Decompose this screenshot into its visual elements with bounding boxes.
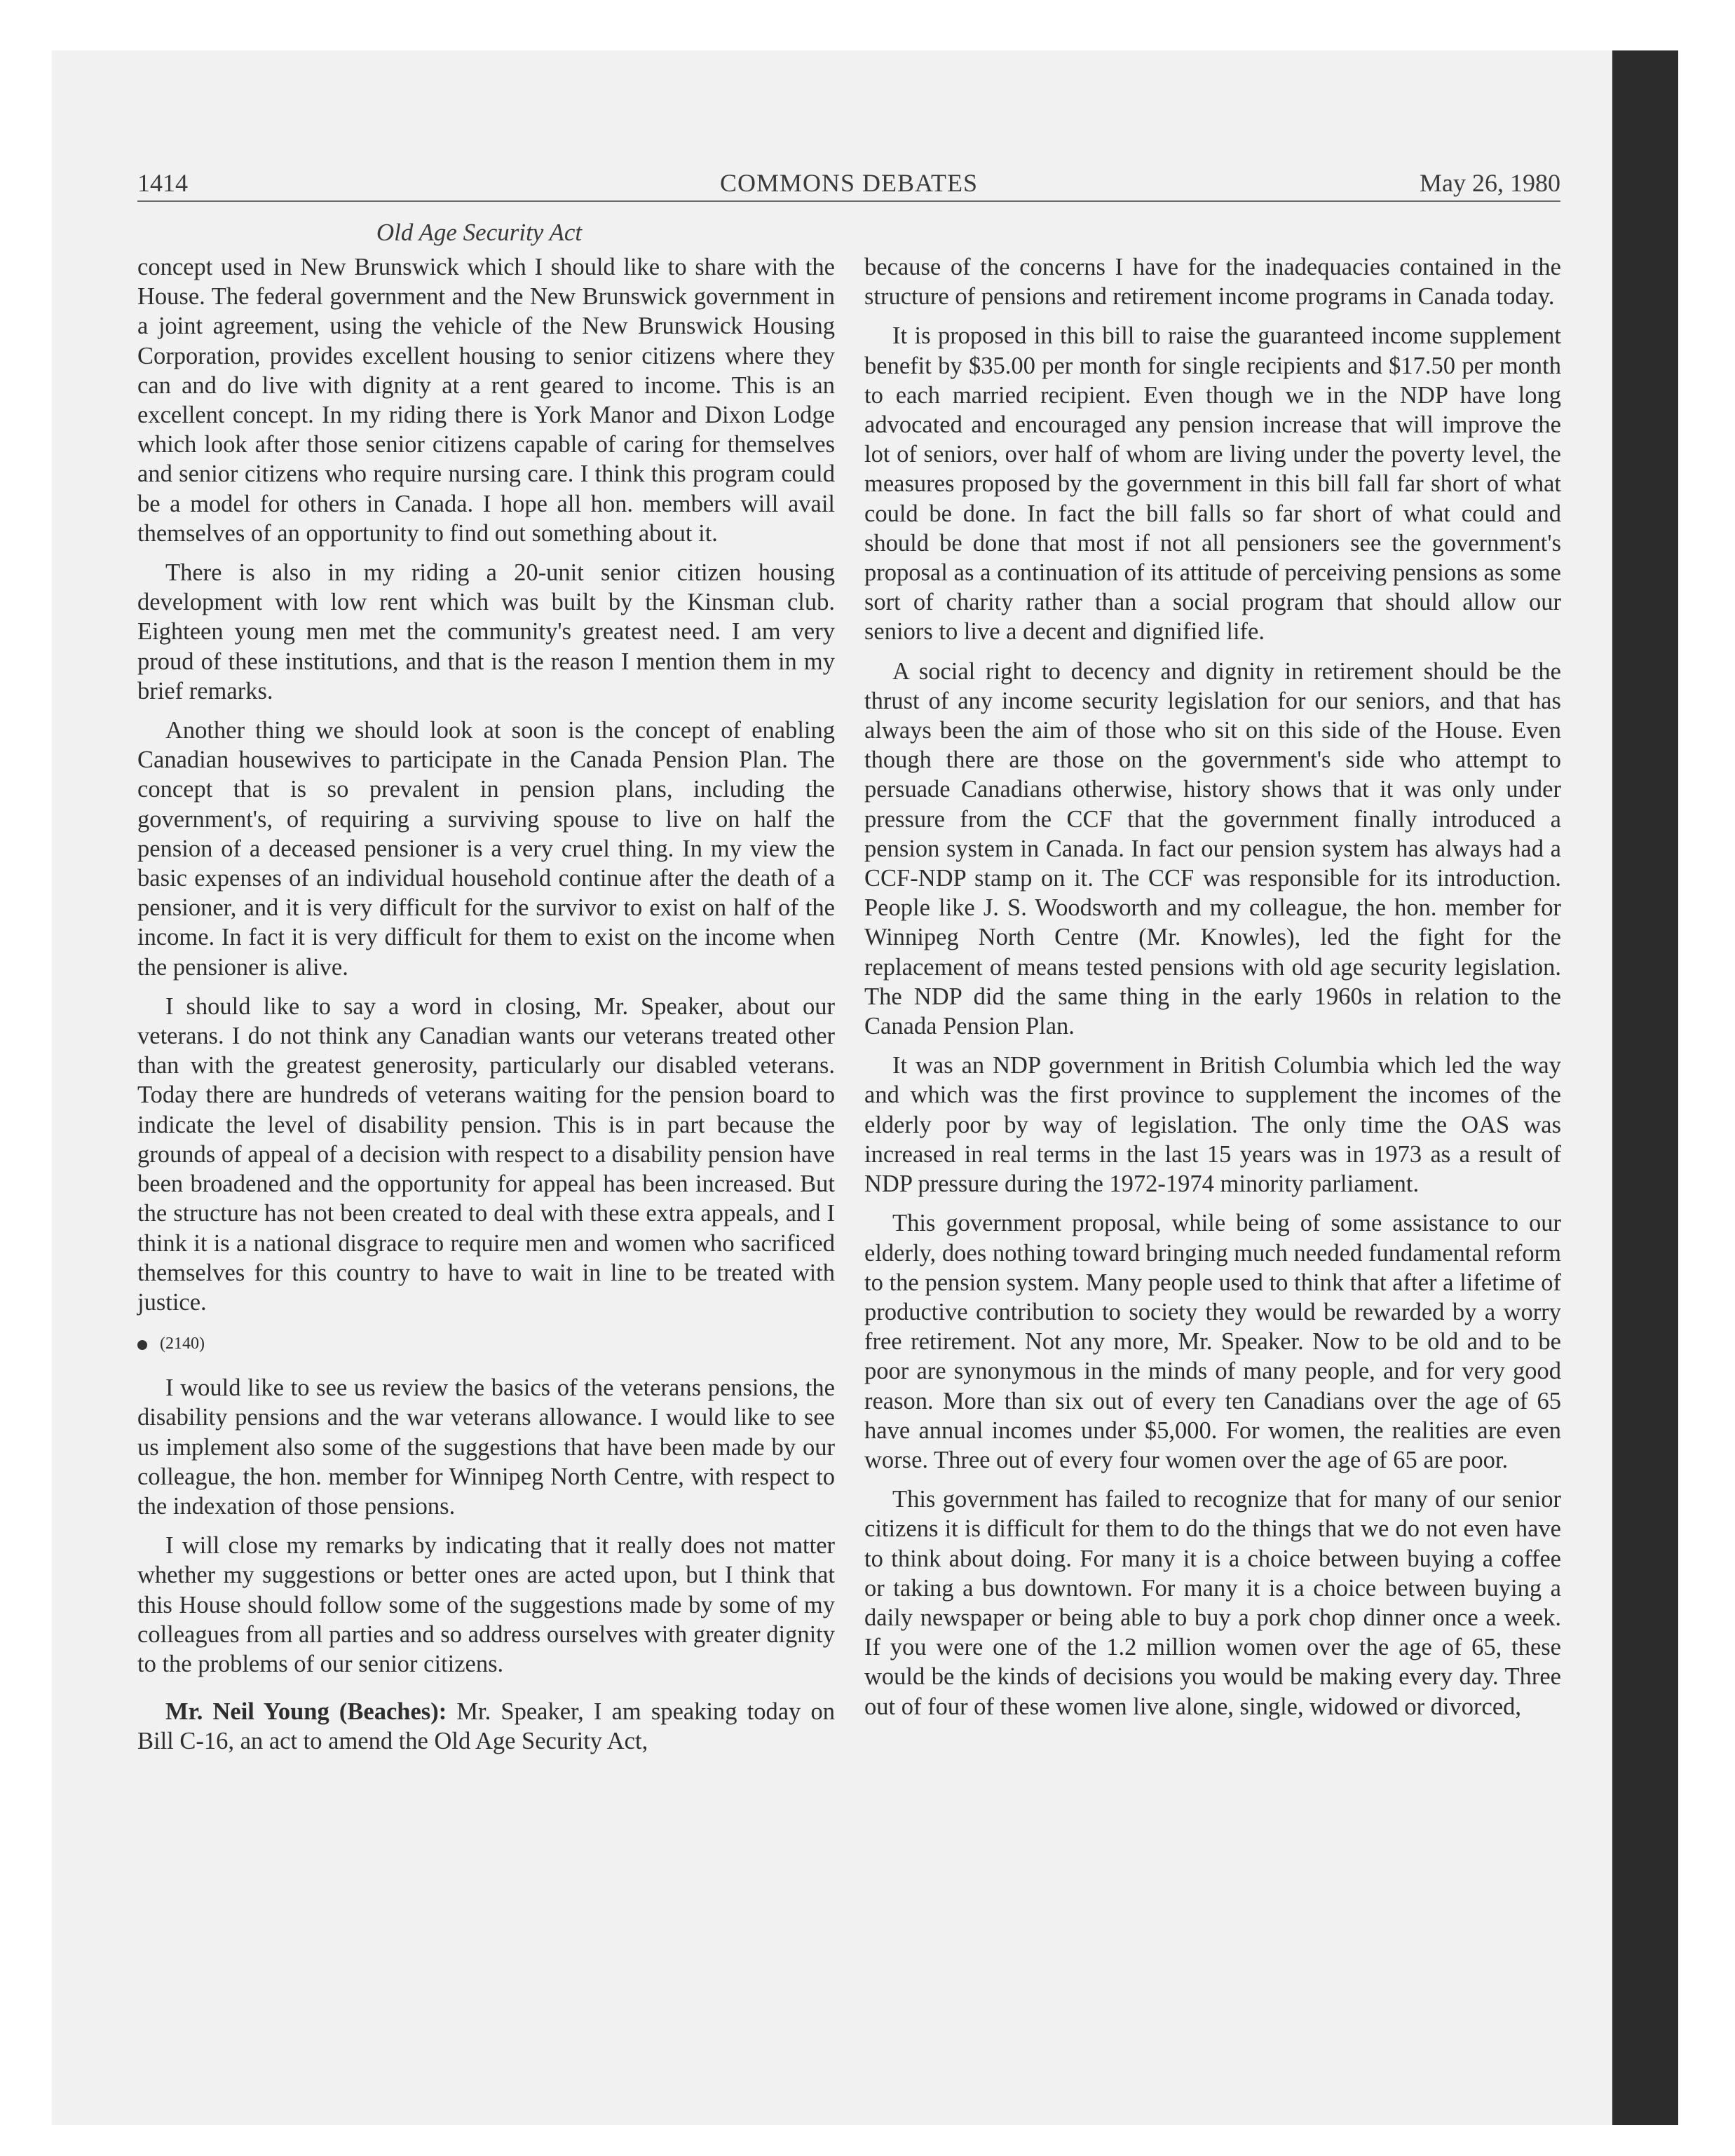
paragraph: concept used in New Brunswick which I should like to share with the House. The federal government and the New Brunswick government in a joint agreement, using the vehicle of the New Brunswick Housing Corporation, provides excellent housing to senior citizens where they can and do live with dignity at a rent geared to income. This is an excellent concept. In my riding there is York Manor and Dixon Lodge which look after those senior citizens capable of caring for themselves and senior citizens who require nursing care. I think this program could be a model for others in Canada. I hope all hon. members will avail themselves of an opportunity to find out something about it. — [137, 254, 835, 547]
publication-date: May 26, 1980 — [1420, 169, 1560, 197]
header-rule — [137, 200, 1560, 202]
speech-text: Mr. Speaker, I am speaking today on Bill C-16, an act to amend the Old Age Security Act, — [137, 1698, 835, 1755]
paragraph: I should like to say a word in closing, Mr. Speaker, about our veterans. I do not think any Canadian wants our veterans treated other than with the greatest generosity, particularly our disabled veterans. Today there are hundreds of veterans waiting for the pension board to indicate the level of disability pension. This is in part because the grounds of appeal of a decision with respect to a disability pension have been broadened and the opportunity for appeal has been increased. But the structure has not been created to deal with these extra appeals, and I think it is a national disgrace to require men and women who sacrificed themselves for this country to have to wait in line to be treated with justice. — [137, 992, 835, 1316]
time-marker — [137, 1330, 835, 1358]
paragraph: because of the concerns I have for the inadequacies contained in the structure of pensions and retirement income programs in Canada today. — [864, 254, 1561, 311]
time-marker-label: (2140) — [160, 1335, 205, 1353]
right-column — [864, 252, 1561, 1731]
publication-title: COMMONS DEBATES — [719, 169, 979, 197]
speaker-name: Mr. Neil Young (Beaches): — [165, 1698, 447, 1726]
paragraph: There is also in my riding a 20-unit senior citizen housing development with low rent which was built by the Kinsman club. Eighteen young men met the community's greatest need. I am very proud of these institutions, and that is the reason I mention them in my brief remarks. — [137, 559, 835, 704]
paragraph: A social right to decency and dignity in retirement should be the thrust of any income security legislation for our seniors, and that has always been the aim of those who sit on this side of the House. Even though there are those on the government's side who attempt to persuade Canadians otherwise, history shows that it was only under pressure from the CCF that the government finally introduced a pension system in Canada. In fact our pension system has always had a CCF-NDP stamp on it. The CCF was responsible for its introduction. People like J. S. Woodsworth and my colleague, the hon. member for Winnipeg North Centre (Mr. Knowles), led the fight for the replacement of means tested pensions with old age security legislation. The NDP did the same thing in the early 1960s in relation to the Canada Pension Plan. — [864, 657, 1561, 1040]
page-header — [137, 165, 1560, 201]
paragraph: It is proposed in this bill to raise the guaranteed income supplement benefit by $35.00 per month for single recipients and $17.50 per month to each married recipient. Even though we in the NDP have long advocated and encouraged any pension increase that will improve the lot of seniors, over half of whom are living under the poverty level, the measures proposed by the government in this bill fall far short of what could be done. In fact the bill falls so far short of what could and should be done that most if not all pensioners see the government's proposal as a continuation of its attitude of perceiving pensions as some sort of charity rather than a social program that should allow our seniors to live a decent and dignified life. — [864, 322, 1561, 646]
paragraph: This government has failed to recognize that for many of our senior citizens it is difficult for them to do the things that we do not even have to think about doing. For many it is a choice between buying a coffee or taking a bus downtown. For many it is a choice between buying a daily newspaper or being able to buy a pork chop dinner once a week. If you were one of the 1.2 million women over the age of 65, these would be the kinds of decisions you would be making every day. Three out of four of these women live alone, single, widowed or divorced, — [864, 1486, 1561, 1720]
bullet-icon — [137, 1340, 147, 1350]
paragraph: I will close my remarks by indicating that it really does not matter whether my suggestions or better ones are acted upon, but I think that this House should follow some of the suggestions made by some of my colleagues from all parties and so address ourselves with greater dignity to the problems of our senior citizens. — [137, 1532, 835, 1677]
speech-opening — [137, 1697, 835, 1756]
page-number: 1414 — [137, 169, 188, 197]
scan-edge-shadow — [1612, 50, 1678, 2125]
running-head: Old Age Security Act — [376, 219, 583, 246]
paragraph: It was an NDP government in British Columbia which led the way and which was the first province to supplement the incomes of the elderly poor by way of legislation. The only time the OAS was increased in real terms in the last 15 years was in 1973 as a result of NDP pressure during the 1972-1974 minority parliament. — [864, 1052, 1561, 1198]
paragraph: This government proposal, while being of some assistance to our elderly, does nothing toward bringing much needed fundamental reform to the pension system. Many people used to think that after a lifetime of productive contribution to society they would be rewarded by a worry free retirement. Not any more, Mr. Speaker. Now to be old and to be poor are synonymous in the minds of many people, and for very good reason. More than six out of every ten Canadians over the age of 65 have annual incomes under $5,000. For women, the realities are even worse. Three out of every four women over the age of 65 are poor. — [864, 1210, 1561, 1473]
paragraph: I would like to see us review the basics of the veterans pensions, the disability pensions and the war veterans allowance. I would like to see us implement also some of the suggestions that have been made by our colleague, the hon. member for Winnipeg North Centre, with respect to the indexation of those pensions. — [137, 1374, 835, 1520]
left-column — [137, 252, 835, 1766]
paragraph: Another thing we should look at soon is the concept of enabling Canadian housewives to participate in the Canada Pension Plan. The concept that is so prevalent in pension plans, including the government's, of requiring a surviving spouse to live on half the pension of a deceased pensioner is a very cruel thing. In my view the basic expenses of an individual household continue after the death of a pensioner, and it is very difficult for the survivor to exist on half of the income. In fact it is very difficult for them to exist on the income when the pensioner is alive. — [137, 717, 835, 981]
